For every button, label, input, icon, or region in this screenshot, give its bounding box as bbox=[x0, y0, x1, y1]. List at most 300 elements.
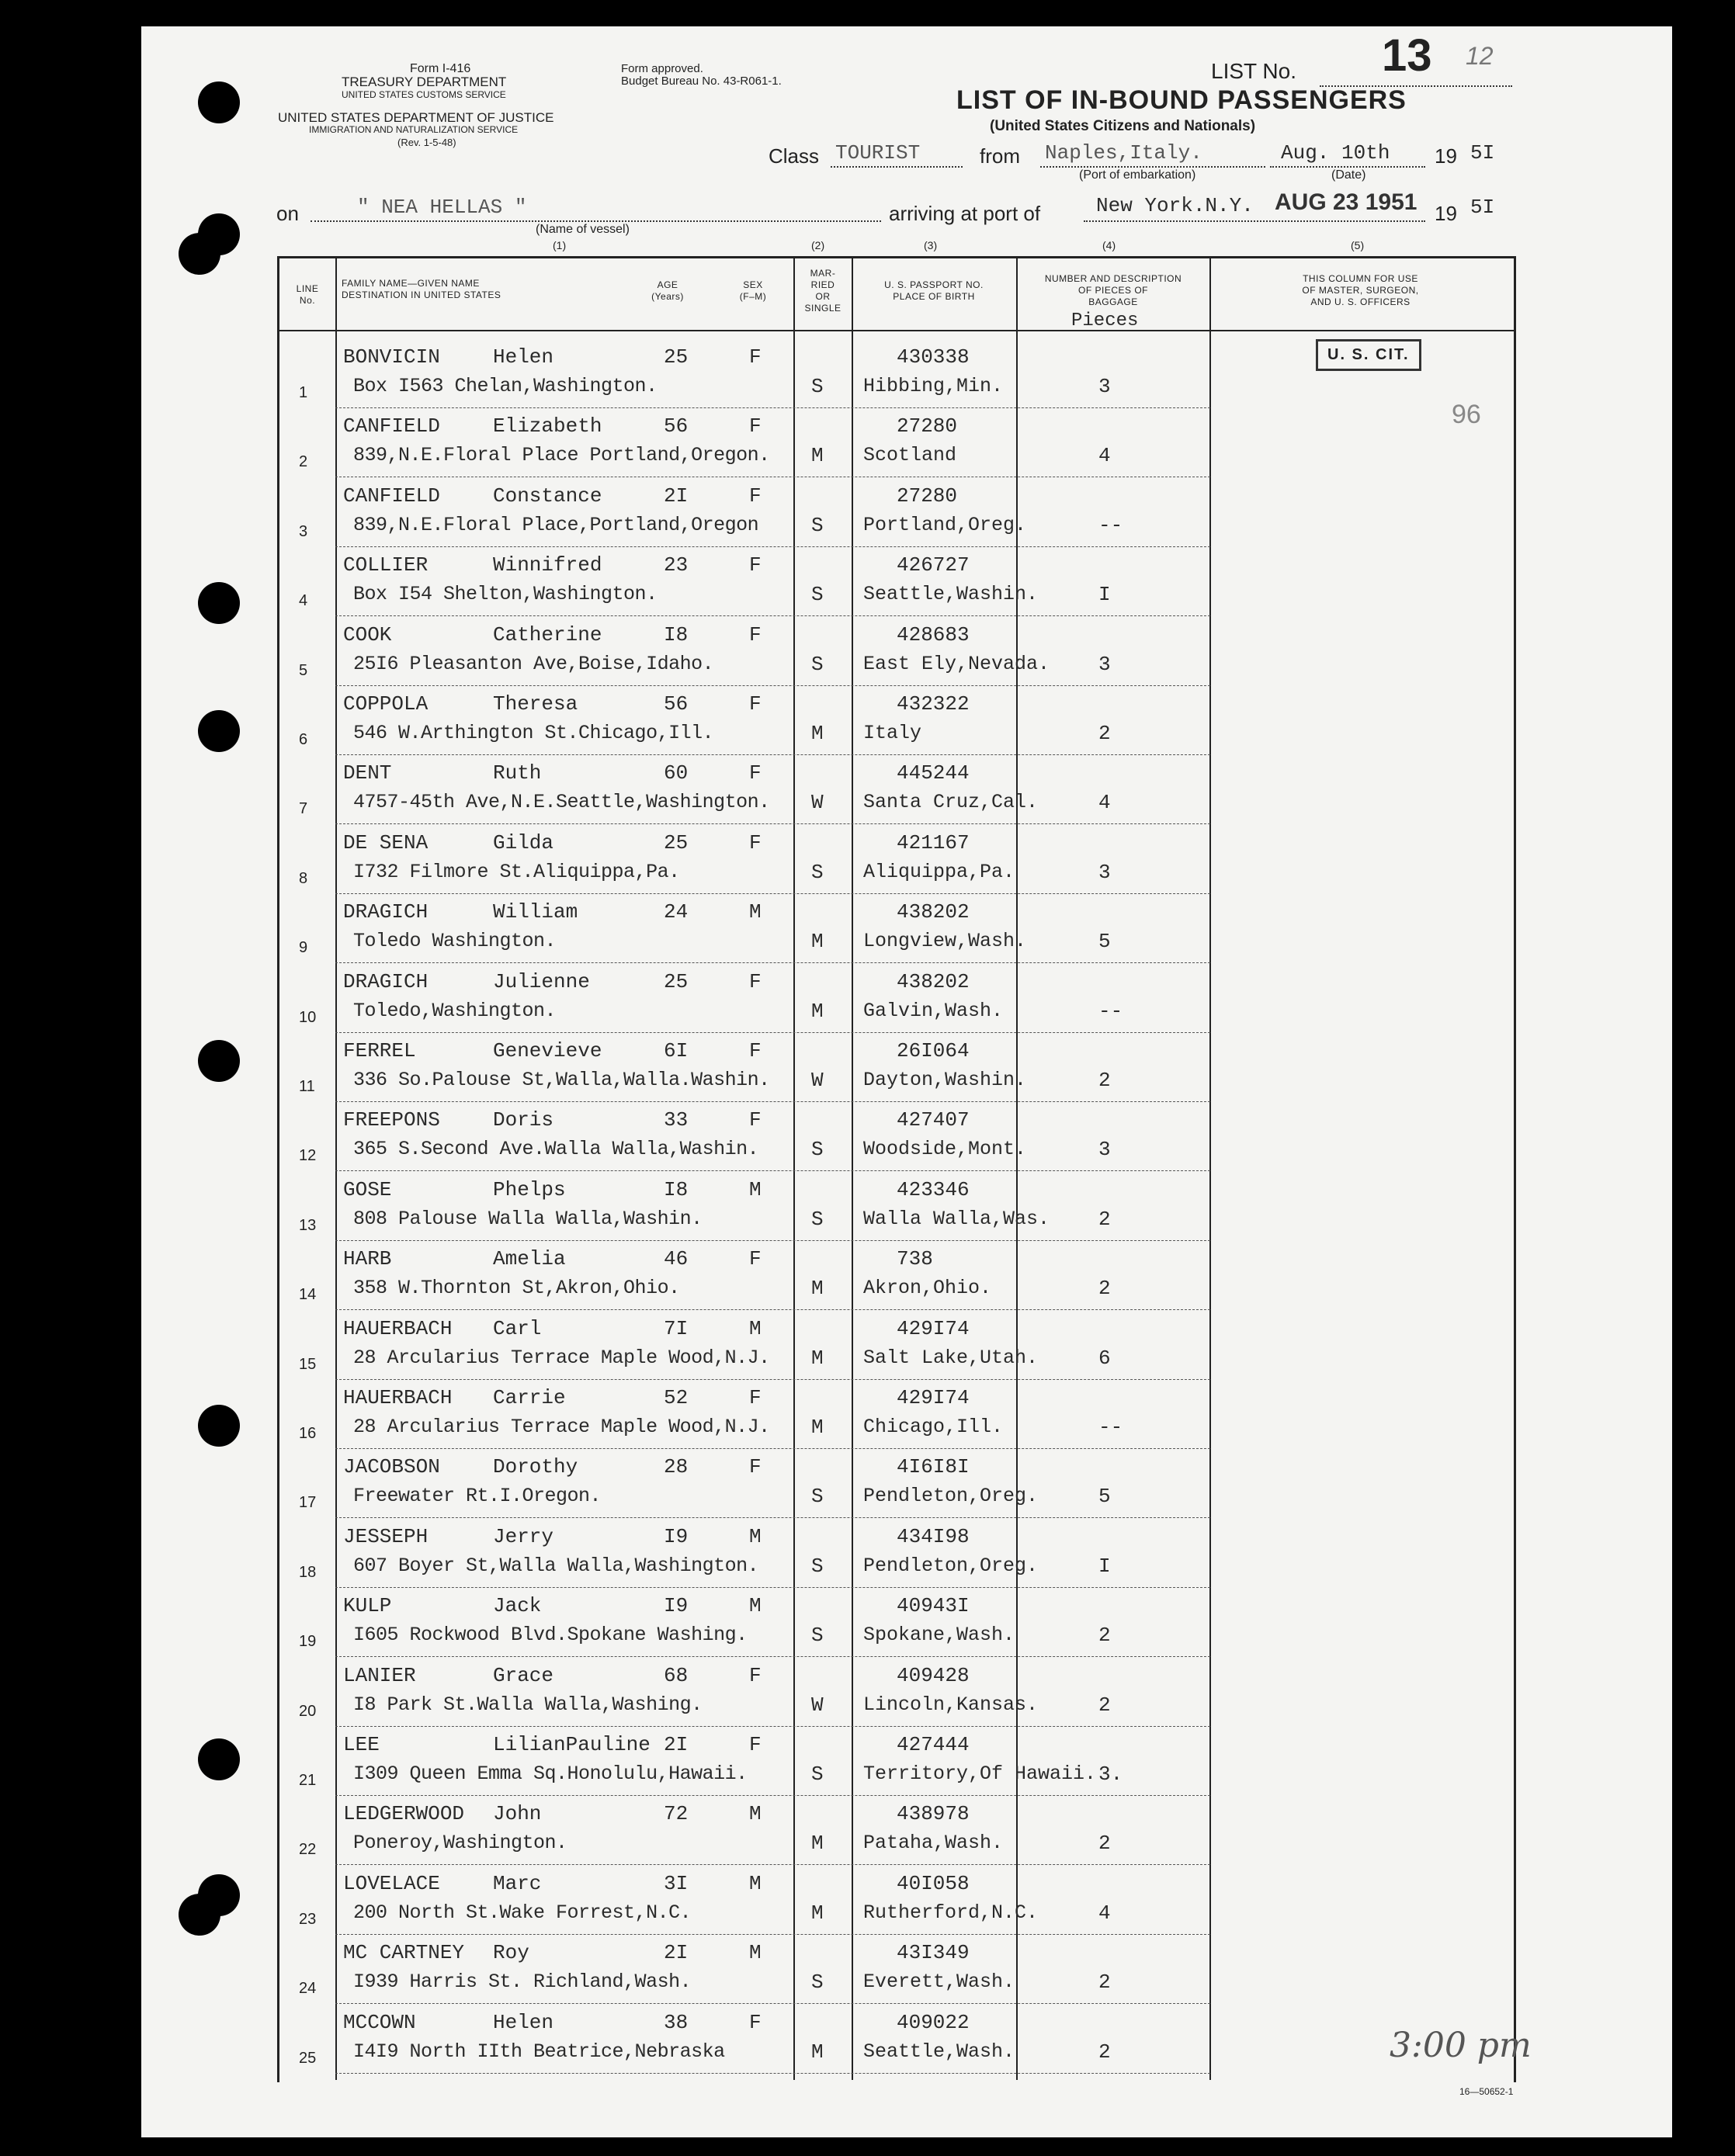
passenger-birthplace: Hibbing,Min. bbox=[863, 375, 1004, 397]
passenger-age: 38 bbox=[664, 2010, 689, 2034]
passenger-marital-status: W bbox=[811, 1693, 824, 1717]
passenger-marital-status: M bbox=[811, 722, 824, 745]
passenger-sex: F bbox=[749, 692, 762, 716]
line-number: 18 bbox=[299, 1563, 317, 1581]
passenger-baggage: 4 bbox=[1098, 444, 1111, 468]
passenger-birthplace: Dayton,Washin. bbox=[863, 1069, 1027, 1091]
line-number: 25 bbox=[299, 2049, 317, 2067]
passenger-baggage: 2 bbox=[1098, 1971, 1111, 1995]
passenger-baggage: 3 bbox=[1098, 860, 1111, 884]
passenger-baggage: 6 bbox=[1098, 1346, 1111, 1370]
passenger-sex: F bbox=[749, 830, 762, 854]
column-number-2: (2) bbox=[811, 239, 825, 251]
passenger-passport-no: 27280 bbox=[897, 414, 958, 438]
us-citizen-stamp: U. S. CIT. bbox=[1316, 339, 1421, 371]
passenger-birthplace: Italy bbox=[863, 722, 922, 744]
passenger-birthplace: Woodside,Mont. bbox=[863, 1138, 1027, 1161]
row-divider bbox=[335, 407, 1210, 408]
passenger-sex: F bbox=[749, 2010, 762, 2034]
passenger-destination: 546 W.Arthington St.Chicago,Ill. bbox=[353, 722, 714, 744]
passenger-sex: F bbox=[749, 1108, 762, 1132]
passenger-birthplace: Lincoln,Kansas. bbox=[863, 1693, 1039, 1716]
passenger-passport-no: 423346 bbox=[897, 1177, 970, 1201]
passenger-marital-status: M bbox=[811, 1832, 824, 1856]
passenger-age: 60 bbox=[664, 761, 689, 785]
passenger-family-name: COLLIER bbox=[343, 553, 429, 577]
passenger-age: 2I bbox=[664, 1941, 689, 1965]
passenger-given-name: Jerry bbox=[493, 1524, 554, 1548]
passenger-sex: F bbox=[749, 761, 762, 785]
line-number: 9 bbox=[299, 939, 308, 957]
passenger-birthplace: Spokane,Wash. bbox=[863, 1624, 1015, 1647]
row-divider bbox=[335, 685, 1210, 686]
punch-hole bbox=[198, 81, 240, 123]
passenger-destination: I732 Filmore St.Aliquippa,Pa. bbox=[353, 860, 680, 883]
passenger-given-name: Roy bbox=[493, 1941, 529, 1965]
passenger-age: 7I bbox=[664, 1316, 689, 1340]
passenger-given-name: Amelia bbox=[493, 1247, 566, 1271]
passenger-sex: F bbox=[749, 969, 762, 993]
passenger-given-name: Carl bbox=[493, 1316, 542, 1340]
class-value: TOURIST bbox=[835, 141, 921, 165]
line-number: 14 bbox=[299, 1286, 317, 1304]
row-divider bbox=[335, 1240, 1210, 1241]
passenger-family-name: LEE bbox=[343, 1733, 380, 1756]
passenger-destination: 808 Palouse Walla Walla,Washin. bbox=[353, 1207, 703, 1230]
line-number: 21 bbox=[299, 1772, 317, 1789]
passenger-passport-no: 432322 bbox=[897, 692, 970, 716]
passenger-sex: F bbox=[749, 622, 762, 646]
passenger-marital-status: M bbox=[811, 999, 824, 1023]
line-number: 8 bbox=[299, 869, 308, 887]
passenger-destination: I309 Queen Emma Sq.Honolulu,Hawaii. bbox=[353, 1763, 748, 1785]
passenger-sex: F bbox=[749, 484, 762, 508]
passenger-given-name: John bbox=[493, 1802, 542, 1826]
passenger-birthplace: Salt Lake,Utah. bbox=[863, 1346, 1039, 1369]
passenger-family-name: CANFIELD bbox=[343, 414, 440, 438]
column-number-3: (3) bbox=[924, 239, 938, 251]
passenger-passport-no: 40I058 bbox=[897, 1871, 970, 1895]
treasury-dept: TREASURY DEPARTMENT bbox=[342, 75, 507, 89]
line-number: 15 bbox=[299, 1355, 317, 1373]
passenger-passport-no: 426727 bbox=[897, 553, 970, 577]
passenger-birthplace: Pendleton,Oreg. bbox=[863, 1485, 1039, 1508]
passenger-birthplace: Seattle,Wash. bbox=[863, 2040, 1015, 2063]
row-divider bbox=[335, 1587, 1210, 1588]
passenger-passport-no: 438202 bbox=[897, 900, 970, 924]
passenger-birthplace: Walla Walla,Was. bbox=[863, 1207, 1050, 1230]
header-sex: SEX (F–M) bbox=[739, 279, 767, 302]
passenger-baggage: -- bbox=[1098, 513, 1123, 537]
row-divider bbox=[335, 1032, 1210, 1033]
passenger-family-name: DE SENA bbox=[343, 830, 429, 854]
passenger-baggage: 3 bbox=[1098, 375, 1111, 398]
passenger-destination: I605 Rockwood Blvd.Spokane Washing. bbox=[353, 1624, 748, 1647]
passenger-baggage: I bbox=[1098, 583, 1111, 607]
passenger-passport-no: 40943I bbox=[897, 1594, 970, 1618]
passenger-passport-no: 409022 bbox=[897, 2010, 970, 2034]
passenger-passport-no: 26I064 bbox=[897, 1039, 970, 1062]
passenger-given-name: Catherine bbox=[493, 622, 602, 646]
row-divider bbox=[335, 2003, 1210, 2004]
passenger-age: I8 bbox=[664, 622, 689, 646]
passenger-marital-status: S bbox=[811, 513, 824, 537]
passenger-family-name: DENT bbox=[343, 761, 392, 785]
vessel-line bbox=[311, 220, 881, 222]
passenger-baggage: 2 bbox=[1098, 1832, 1111, 1856]
passenger-passport-no: 438202 bbox=[897, 969, 970, 993]
passenger-destination: 336 So.Palouse St,Walla,Walla.Washin. bbox=[353, 1069, 770, 1091]
passenger-sex: F bbox=[749, 414, 762, 438]
passenger-destination: I939 Harris St. Richland,Wash. bbox=[353, 1971, 692, 1994]
passenger-marital-status: S bbox=[811, 652, 824, 676]
passenger-passport-no: 409428 bbox=[897, 1663, 970, 1687]
passenger-age: 68 bbox=[664, 1663, 689, 1687]
passenger-passport-no: 4I6I8I bbox=[897, 1455, 970, 1479]
passenger-baggage: 2 bbox=[1098, 722, 1111, 745]
passenger-family-name: HARB bbox=[343, 1247, 392, 1271]
col-divider bbox=[1209, 256, 1211, 2080]
passenger-family-name: LOVELACE bbox=[343, 1871, 440, 1895]
passenger-passport-no: 429I74 bbox=[897, 1386, 970, 1409]
line-number: 4 bbox=[299, 592, 308, 610]
passenger-baggage: 3. bbox=[1098, 1763, 1123, 1786]
passenger-given-name: LilianPauline bbox=[493, 1733, 651, 1756]
line-number: 19 bbox=[299, 1633, 317, 1651]
passenger-given-name: Winnifred bbox=[493, 553, 602, 577]
year2-prefix: 19 bbox=[1435, 202, 1457, 225]
date-caption: (Date) bbox=[1331, 168, 1366, 182]
passenger-birthplace: Rutherford,N.C. bbox=[863, 1901, 1039, 1924]
passenger-birthplace: Portland,Oreg. bbox=[863, 513, 1027, 536]
form-revision: (Rev. 1-5-48) bbox=[397, 137, 456, 148]
passenger-age: 52 bbox=[664, 1386, 689, 1409]
passenger-passport-no: 427444 bbox=[897, 1733, 970, 1756]
line-number: 6 bbox=[299, 731, 308, 748]
arrival-port: New York.N.Y. bbox=[1096, 194, 1254, 217]
passenger-family-name: GOSE bbox=[343, 1177, 392, 1201]
budget-bureau: Budget Bureau No. 43-R061-1. bbox=[621, 75, 782, 88]
signature-note: 3:00 pm bbox=[1390, 2026, 1532, 2065]
passenger-marital-status: M bbox=[811, 1346, 824, 1370]
passenger-family-name: CANFIELD bbox=[343, 484, 440, 508]
passenger-baggage: 2 bbox=[1098, 1277, 1111, 1301]
form-approved: Form approved. bbox=[621, 62, 703, 75]
passenger-family-name: DRAGICH bbox=[343, 969, 429, 993]
passenger-age: 28 bbox=[664, 1455, 689, 1479]
passenger-age: 72 bbox=[664, 1802, 689, 1826]
row-divider bbox=[335, 962, 1210, 963]
port-line bbox=[1040, 166, 1265, 168]
passenger-age: 25 bbox=[664, 830, 689, 854]
passenger-destination: Toledo,Washington. bbox=[353, 999, 557, 1022]
passenger-given-name: Ruth bbox=[493, 761, 542, 785]
passenger-destination: Poneroy,Washington. bbox=[353, 1832, 567, 1855]
passenger-sex: M bbox=[749, 1802, 762, 1826]
passenger-marital-status: S bbox=[811, 1763, 824, 1786]
passenger-marital-status: S bbox=[811, 860, 824, 884]
passenger-age: 2I bbox=[664, 484, 689, 508]
passenger-age: 23 bbox=[664, 553, 689, 577]
row-divider bbox=[335, 615, 1210, 616]
passenger-passport-no: 430338 bbox=[897, 345, 970, 369]
row-divider bbox=[335, 1170, 1210, 1171]
passenger-age: 24 bbox=[664, 900, 689, 924]
arrival-line bbox=[1084, 220, 1425, 222]
passenger-destination: 358 W.Thornton St,Akron,Ohio. bbox=[353, 1277, 680, 1300]
passenger-given-name: Helen bbox=[493, 345, 554, 369]
passenger-destination: 607 Boyer St,Walla Walla,Washington. bbox=[353, 1554, 759, 1577]
line-number: 17 bbox=[299, 1494, 317, 1512]
list-number-pencil: 12 bbox=[1466, 42, 1494, 70]
passenger-given-name: Doris bbox=[493, 1108, 554, 1132]
year-prefix: 19 bbox=[1435, 144, 1457, 168]
justice-dept: UNITED STATES DEPARTMENT OF JUSTICE bbox=[278, 110, 554, 125]
passenger-family-name: MCCOWN bbox=[343, 2010, 416, 2034]
punch-hole bbox=[198, 1405, 240, 1447]
date-line bbox=[1270, 166, 1425, 168]
row-divider bbox=[335, 1864, 1210, 1865]
row-divider bbox=[335, 2073, 1210, 2074]
class-label: Class bbox=[769, 144, 820, 168]
line-number: 10 bbox=[299, 1008, 317, 1026]
passenger-sex: F bbox=[749, 1455, 762, 1479]
passenger-family-name: BONVICIN bbox=[343, 345, 440, 369]
passenger-passport-no: 438978 bbox=[897, 1802, 970, 1826]
punch-hole bbox=[179, 233, 220, 275]
passenger-family-name: FREEPONS bbox=[343, 1108, 440, 1132]
line-number: 12 bbox=[299, 1147, 317, 1165]
line-number: 13 bbox=[299, 1216, 317, 1234]
arrival-date-stamp: AUG 23 1951 bbox=[1275, 189, 1417, 215]
passenger-sex: F bbox=[749, 1386, 762, 1409]
row-divider bbox=[335, 893, 1210, 894]
passenger-passport-no: 434I98 bbox=[897, 1524, 970, 1548]
passenger-destination: 200 North St.Wake Forrest,N.C. bbox=[353, 1901, 692, 1924]
passenger-destination: 28 Arcularius Terrace Maple Wood,N.J. bbox=[353, 1346, 770, 1369]
year2-suffix: 5I bbox=[1470, 196, 1495, 219]
passenger-passport-no: 445244 bbox=[897, 761, 970, 785]
line-number: 5 bbox=[299, 661, 308, 679]
passenger-birthplace: East Ely,Nevada. bbox=[863, 652, 1050, 675]
passenger-birthplace: Akron,Ohio. bbox=[863, 1277, 992, 1300]
margin-note: 96 bbox=[1452, 400, 1481, 429]
passenger-marital-status: S bbox=[811, 583, 824, 607]
row-divider bbox=[335, 1448, 1210, 1449]
passenger-family-name: LANIER bbox=[343, 1663, 416, 1687]
document-subtitle: (United States Citizens and Nationals) bbox=[990, 118, 1256, 134]
passenger-family-name: MC CARTNEY bbox=[343, 1941, 465, 1965]
year-suffix: 5I bbox=[1470, 141, 1495, 165]
passenger-given-name: Helen bbox=[493, 2010, 554, 2034]
embarkation-port: Naples,Italy. bbox=[1045, 141, 1202, 165]
passenger-baggage: 2 bbox=[1098, 1069, 1111, 1092]
line-number: 7 bbox=[299, 800, 308, 818]
passenger-baggage: 3 bbox=[1098, 652, 1111, 676]
passenger-sex: F bbox=[749, 1733, 762, 1756]
passenger-given-name: Dorothy bbox=[493, 1455, 578, 1479]
passenger-birthplace: Territory,Of Hawaii. bbox=[863, 1763, 1097, 1785]
passenger-given-name: Genevieve bbox=[493, 1039, 602, 1062]
passenger-birthplace: Galvin,Wash. bbox=[863, 999, 1004, 1022]
row-divider bbox=[335, 754, 1210, 755]
passenger-marital-status: W bbox=[811, 791, 824, 815]
passenger-destination: Toledo Washington. bbox=[353, 930, 557, 953]
passenger-family-name: LEDGERWOOD bbox=[343, 1802, 465, 1826]
passenger-age: 2I bbox=[664, 1733, 689, 1756]
punch-hole bbox=[198, 1040, 240, 1082]
vessel-column-number: (1) bbox=[553, 239, 567, 251]
passenger-age: 56 bbox=[664, 414, 689, 438]
passenger-birthplace: Pendleton,Oreg. bbox=[863, 1554, 1039, 1577]
passenger-family-name: HAUERBACH bbox=[343, 1386, 453, 1409]
col-divider bbox=[335, 256, 337, 2080]
row-divider bbox=[335, 1656, 1210, 1657]
passenger-sex: M bbox=[749, 1594, 762, 1618]
footer-code: 16—50652-1 bbox=[1459, 2086, 1514, 2097]
passenger-passport-no: 43I349 bbox=[897, 1941, 970, 1965]
punch-hole bbox=[198, 1738, 240, 1780]
passenger-destination: 28 Arcularius Terrace Maple Wood,N.J. bbox=[353, 1416, 770, 1438]
passenger-sex: M bbox=[749, 1941, 762, 1965]
passenger-birthplace: Scotland bbox=[863, 444, 957, 467]
passenger-passport-no: 429I74 bbox=[897, 1316, 970, 1340]
form-number: Form I-416 bbox=[410, 62, 471, 75]
row-divider bbox=[335, 823, 1210, 824]
line-number: 16 bbox=[299, 1425, 317, 1442]
passenger-baggage: 2 bbox=[1098, 1207, 1111, 1231]
column-number-4: (4) bbox=[1102, 239, 1116, 251]
passenger-passport-no: 738 bbox=[897, 1247, 933, 1271]
passenger-family-name: JACOBSON bbox=[343, 1455, 440, 1479]
passenger-marital-status: M bbox=[811, 2040, 824, 2064]
passenger-sex: M bbox=[749, 1316, 762, 1340]
header-age: AGE (Years) bbox=[651, 279, 684, 302]
line-number: 24 bbox=[299, 1980, 317, 1998]
passenger-sex: F bbox=[749, 1247, 762, 1271]
passenger-destination: 25I6 Pleasanton Ave,Boise,Idaho. bbox=[353, 652, 714, 675]
passenger-given-name: Julienne bbox=[493, 969, 590, 993]
row-divider bbox=[335, 1934, 1210, 1935]
passenger-passport-no: 27280 bbox=[897, 484, 958, 508]
passenger-marital-status: S bbox=[811, 1485, 824, 1509]
passenger-given-name: Elizabeth bbox=[493, 414, 602, 438]
passenger-family-name: JESSEPH bbox=[343, 1524, 429, 1548]
passenger-baggage: 2 bbox=[1098, 1693, 1111, 1717]
passenger-age: 25 bbox=[664, 345, 689, 369]
passenger-destination: Freewater Rt.I.Oregon. bbox=[353, 1485, 602, 1508]
header-passport: U. S. PASSPORT NO. PLACE OF BIRTH bbox=[884, 279, 984, 302]
passenger-family-name: KULP bbox=[343, 1594, 392, 1618]
col-divider bbox=[793, 256, 795, 2080]
vessel-name: " NEA HELLAS " bbox=[357, 196, 527, 219]
passenger-baggage: -- bbox=[1098, 1416, 1123, 1439]
passenger-family-name: COOK bbox=[343, 622, 392, 646]
row-divider bbox=[335, 1795, 1210, 1796]
passenger-baggage: 5 bbox=[1098, 1485, 1111, 1509]
passenger-marital-status: S bbox=[811, 1138, 824, 1162]
passenger-destination: Box I54 Shelton,Washington. bbox=[353, 583, 658, 606]
passenger-passport-no: 421167 bbox=[897, 830, 970, 854]
passenger-marital-status: M bbox=[811, 930, 824, 954]
passenger-marital-status: M bbox=[811, 1416, 824, 1439]
passenger-sex: F bbox=[749, 1039, 762, 1062]
passenger-given-name: Constance bbox=[493, 484, 602, 508]
passenger-age: I9 bbox=[664, 1594, 689, 1618]
from-label: from bbox=[980, 144, 1020, 168]
passenger-given-name: Jack bbox=[493, 1594, 542, 1618]
passenger-marital-status: W bbox=[811, 1069, 824, 1092]
class-line bbox=[831, 166, 963, 168]
passenger-destination: I4I9 North IIth Beatrice,Nebraska bbox=[353, 2040, 725, 2063]
passenger-birthplace: Aliquippa,Pa. bbox=[863, 860, 1015, 883]
list-label: LIST No. bbox=[1211, 59, 1296, 83]
passenger-age: 56 bbox=[664, 692, 689, 716]
passenger-destination: 365 S.Second Ave.Walla Walla,Washin. bbox=[353, 1138, 759, 1161]
passenger-baggage: 4 bbox=[1098, 1901, 1111, 1925]
column-number-5: (5) bbox=[1351, 239, 1365, 251]
passenger-birthplace: Santa Cruz,Cal. bbox=[863, 791, 1039, 814]
port-caption: (Port of embarkation) bbox=[1079, 168, 1196, 182]
row-divider bbox=[335, 1101, 1210, 1102]
customs-service: UNITED STATES CUSTOMS SERVICE bbox=[342, 89, 506, 100]
line-number: 3 bbox=[299, 522, 308, 540]
header-officers: THIS COLUMN FOR USE OF MASTER, SURGEON, AND U. S. OFFICERS bbox=[1302, 273, 1419, 307]
passenger-baggage: -- bbox=[1098, 999, 1123, 1023]
row-divider bbox=[335, 1379, 1210, 1380]
vessel-caption: (Name of vessel) bbox=[536, 223, 630, 236]
passenger-marital-status: M bbox=[811, 1277, 824, 1301]
passenger-birthplace: Seattle,Washin. bbox=[863, 583, 1039, 606]
arriving-label: arriving at port of bbox=[889, 202, 1041, 225]
passenger-family-name: DRAGICH bbox=[343, 900, 429, 924]
passenger-given-name: William bbox=[493, 900, 578, 924]
passenger-baggage: 2 bbox=[1098, 1624, 1111, 1648]
on-label: on bbox=[276, 202, 299, 225]
line-number: 23 bbox=[299, 1910, 317, 1928]
header-baggage: NUMBER AND DESCRIPTION OF PIECES OF BAGGAGE bbox=[1044, 273, 1182, 307]
passenger-marital-status: S bbox=[811, 1971, 824, 1995]
passenger-sex: F bbox=[749, 1663, 762, 1687]
passenger-marital-status: S bbox=[811, 375, 824, 398]
passenger-family-name: COPPOLA bbox=[343, 692, 429, 716]
passenger-marital-status: M bbox=[811, 444, 824, 468]
row-divider bbox=[335, 546, 1210, 547]
header-line-no: LINE No. bbox=[296, 283, 319, 306]
passenger-passport-no: 427407 bbox=[897, 1108, 970, 1132]
passenger-birthplace: Pataha,Wash. bbox=[863, 1832, 1004, 1855]
passenger-given-name: Gilda bbox=[493, 830, 554, 854]
passenger-destination: Box I563 Chelan,Washington. bbox=[353, 375, 658, 397]
ins-service: IMMIGRATION AND NATURALIZATION SERVICE bbox=[309, 124, 519, 135]
punch-hole bbox=[198, 582, 240, 624]
passenger-marital-status: S bbox=[811, 1624, 824, 1648]
passenger-birthplace: Everett,Wash. bbox=[863, 1971, 1015, 1994]
passenger-age: 3I bbox=[664, 1871, 689, 1895]
passenger-marital-status: M bbox=[811, 1901, 824, 1925]
passenger-given-name: Theresa bbox=[493, 692, 578, 716]
header-married: MAR- RIED OR SINGLE bbox=[804, 268, 841, 314]
passenger-age: I8 bbox=[664, 1177, 689, 1201]
punch-hole bbox=[179, 1894, 220, 1936]
passenger-birthplace: Longview,Wash. bbox=[863, 930, 1027, 953]
passenger-destination: 839,N.E.Floral Place,Portland,Oregon bbox=[353, 513, 759, 536]
passenger-family-name: HAUERBACH bbox=[343, 1316, 453, 1340]
passenger-baggage: I bbox=[1098, 1554, 1111, 1578]
passenger-age: 33 bbox=[664, 1108, 689, 1132]
passenger-given-name: Marc bbox=[493, 1871, 542, 1895]
punch-hole bbox=[198, 710, 240, 752]
